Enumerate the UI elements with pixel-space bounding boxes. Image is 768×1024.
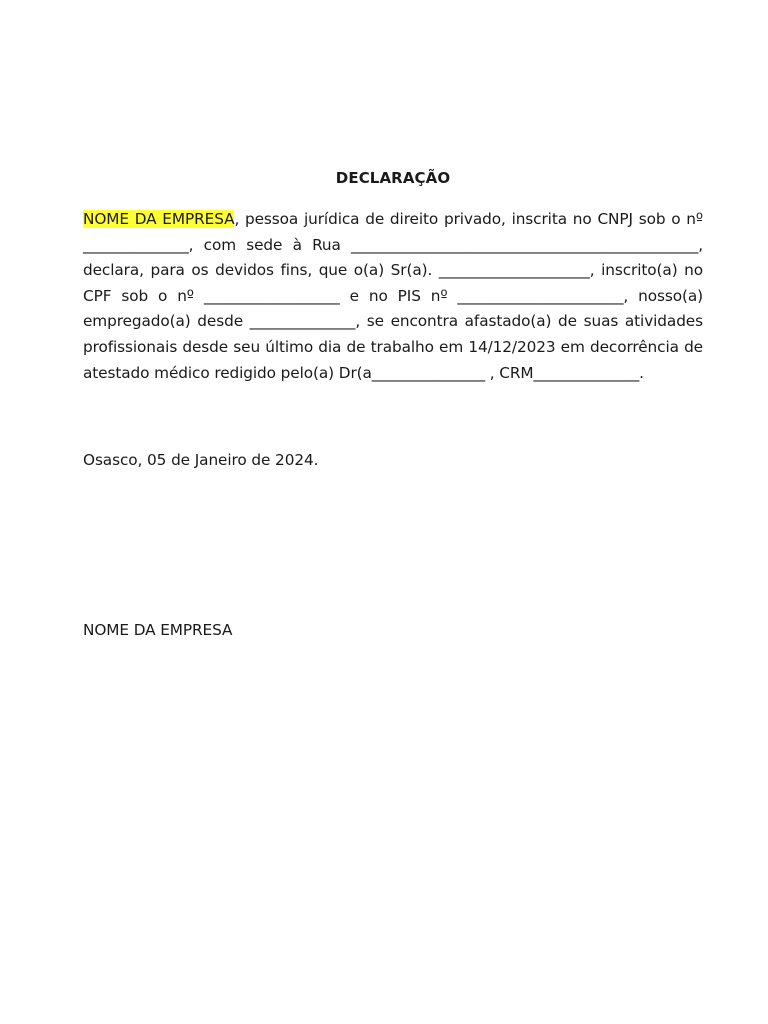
place-and-date: Osasco, 05 de Janeiro de 2024. (83, 451, 319, 469)
declaration-body (83, 207, 703, 386)
signature-company-name: NOME DA EMPRESA (83, 621, 233, 639)
company-name-highlight: NOME DA EMPRESA (83, 210, 235, 228)
document-title: DECLARAÇÃO (335, 169, 451, 187)
declaration-text: , pessoa jurídica de direito privado, inscrita no CNPJ sob o nº ______________, com sede à Rua ______________________________________________, declara, para os devidos fins, que o(a) Sr(a). ____________________, inscrito(a) no CPF sob o nº __________________ e no PIS nº ______________________, nosso(a) empregado(a) desde ______________, se encontra afastado(a) de suas atividades profissionais desde seu último dia de trabalho em 14/12/2023 em decorrência de atestado médico redigido pelo(a) Dr(a_______________ , CRM______________. (83, 210, 703, 382)
